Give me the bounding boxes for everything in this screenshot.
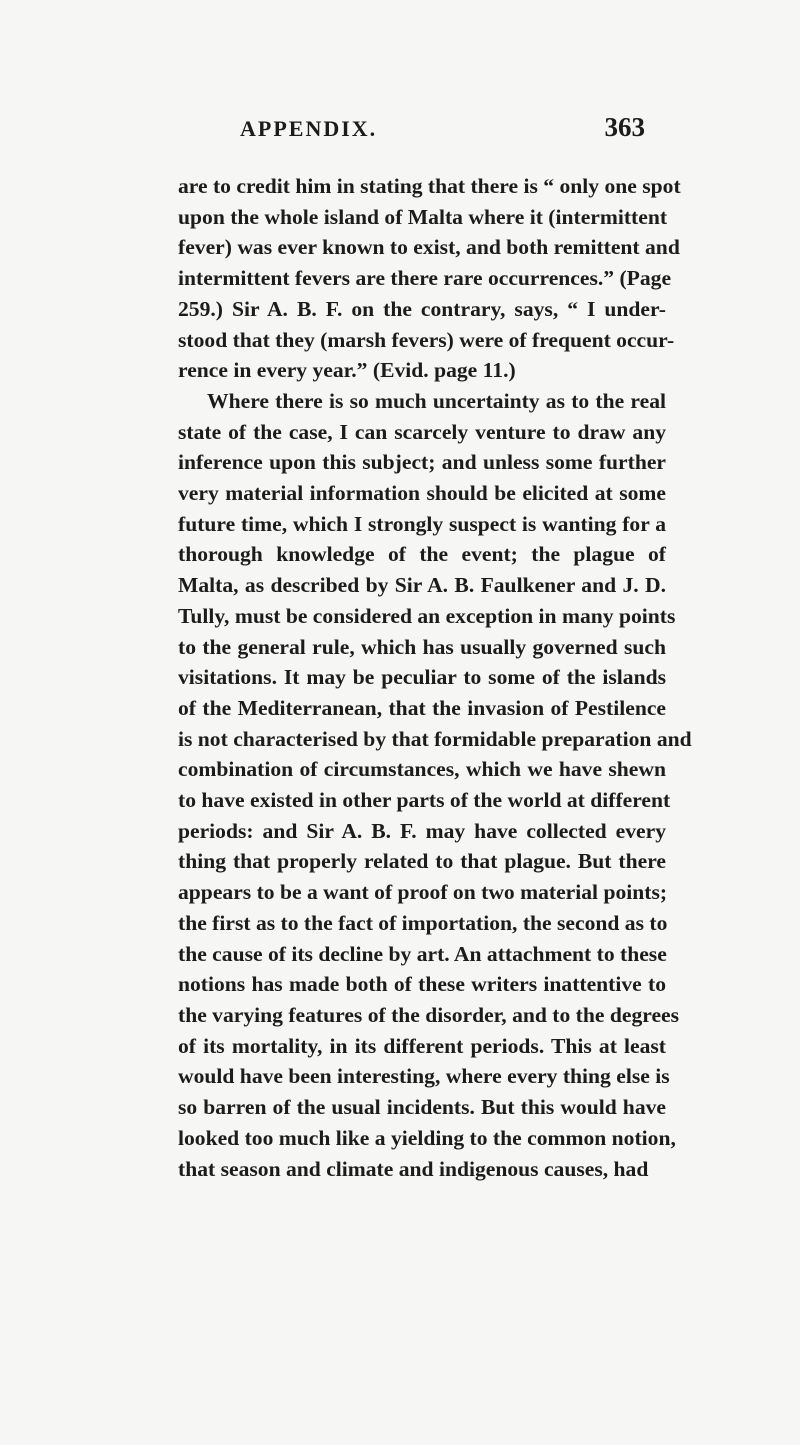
- text-line: looked too much like a yielding to the common notion,: [178, 1125, 676, 1150]
- text-line: periods: and Sir A. B. F. may have collected every: [178, 818, 666, 843]
- page-number: 363: [604, 112, 645, 142]
- text-line: thorough knowledge of the event; the plague of: [178, 542, 666, 567]
- text-line: inference upon this subject; and unless some further: [178, 450, 666, 475]
- text-line: stood that they (marsh fevers) were of frequent occur-: [178, 327, 675, 352]
- text-line: that season and climate and indigenous causes, had: [178, 1156, 649, 1181]
- running-head: [150, 112, 670, 150]
- text-line: would have been interesting, where every thing else is: [178, 1064, 670, 1089]
- text-line: combination of circumstances, which we have shewn: [178, 757, 666, 782]
- running-head-title: APPENDIX.: [240, 116, 378, 141]
- paragraph-first-line: Where there is so much uncertainty as to the real: [207, 388, 666, 413]
- text-line: is not characterised by that formidable preparation and: [178, 726, 692, 751]
- text-line: state of the case, I can scarcely venture to draw any: [178, 419, 666, 444]
- text-line: future time, which I strongly suspect is wanting for a: [178, 511, 666, 536]
- text-line: fever) was ever known to exist, and both remittent and: [178, 235, 680, 260]
- text-line: to the general rule, which has usually governed such: [178, 634, 666, 659]
- text-line: are to credit him in stating that there is “ only one spot: [178, 174, 681, 198]
- text-line: notions has made both of these writers inattentive to: [178, 972, 666, 997]
- text-line: to have existed in other parts of the world at different: [178, 788, 671, 813]
- text-line: thing that properly related to that plague. But there: [178, 849, 666, 874]
- text-line: of its mortality, in its different periods. This at least: [178, 1033, 666, 1058]
- body-text: [178, 171, 692, 1184]
- text-line: Tully, must be considered an exception in many points: [178, 603, 676, 628]
- text-line: upon the whole island of Malta where it (intermittent: [178, 204, 668, 229]
- text-line: of the Mediterranean, that the invasion of Pestilence: [178, 695, 666, 720]
- text-line: 259.) Sir A. B. F. on the contrary, says, “ I under-: [178, 296, 666, 321]
- text-line: intermittent fevers are there rare occurrences.” (Page: [178, 266, 672, 291]
- text-line: appears to be a want of proof on two material points;: [178, 880, 668, 905]
- text-line: very material information should be elicited at some: [178, 481, 666, 506]
- text-line: the varying features of the disorder, and to the degrees: [178, 1002, 680, 1027]
- text-line: so barren of the usual incidents. But this would have: [178, 1095, 666, 1120]
- text-line: the first as to the fact of importation, the second as to: [178, 910, 668, 935]
- text-line: the cause of its decline by art. An attachment to these: [178, 941, 667, 966]
- text-line: Malta, as described by Sir A. B. Faulkener and J. D.: [178, 573, 666, 598]
- text-line: rence in every year.” (Evid. page 11.): [178, 358, 516, 383]
- text-line: visitations. It may be peculiar to some of the islands: [178, 665, 666, 690]
